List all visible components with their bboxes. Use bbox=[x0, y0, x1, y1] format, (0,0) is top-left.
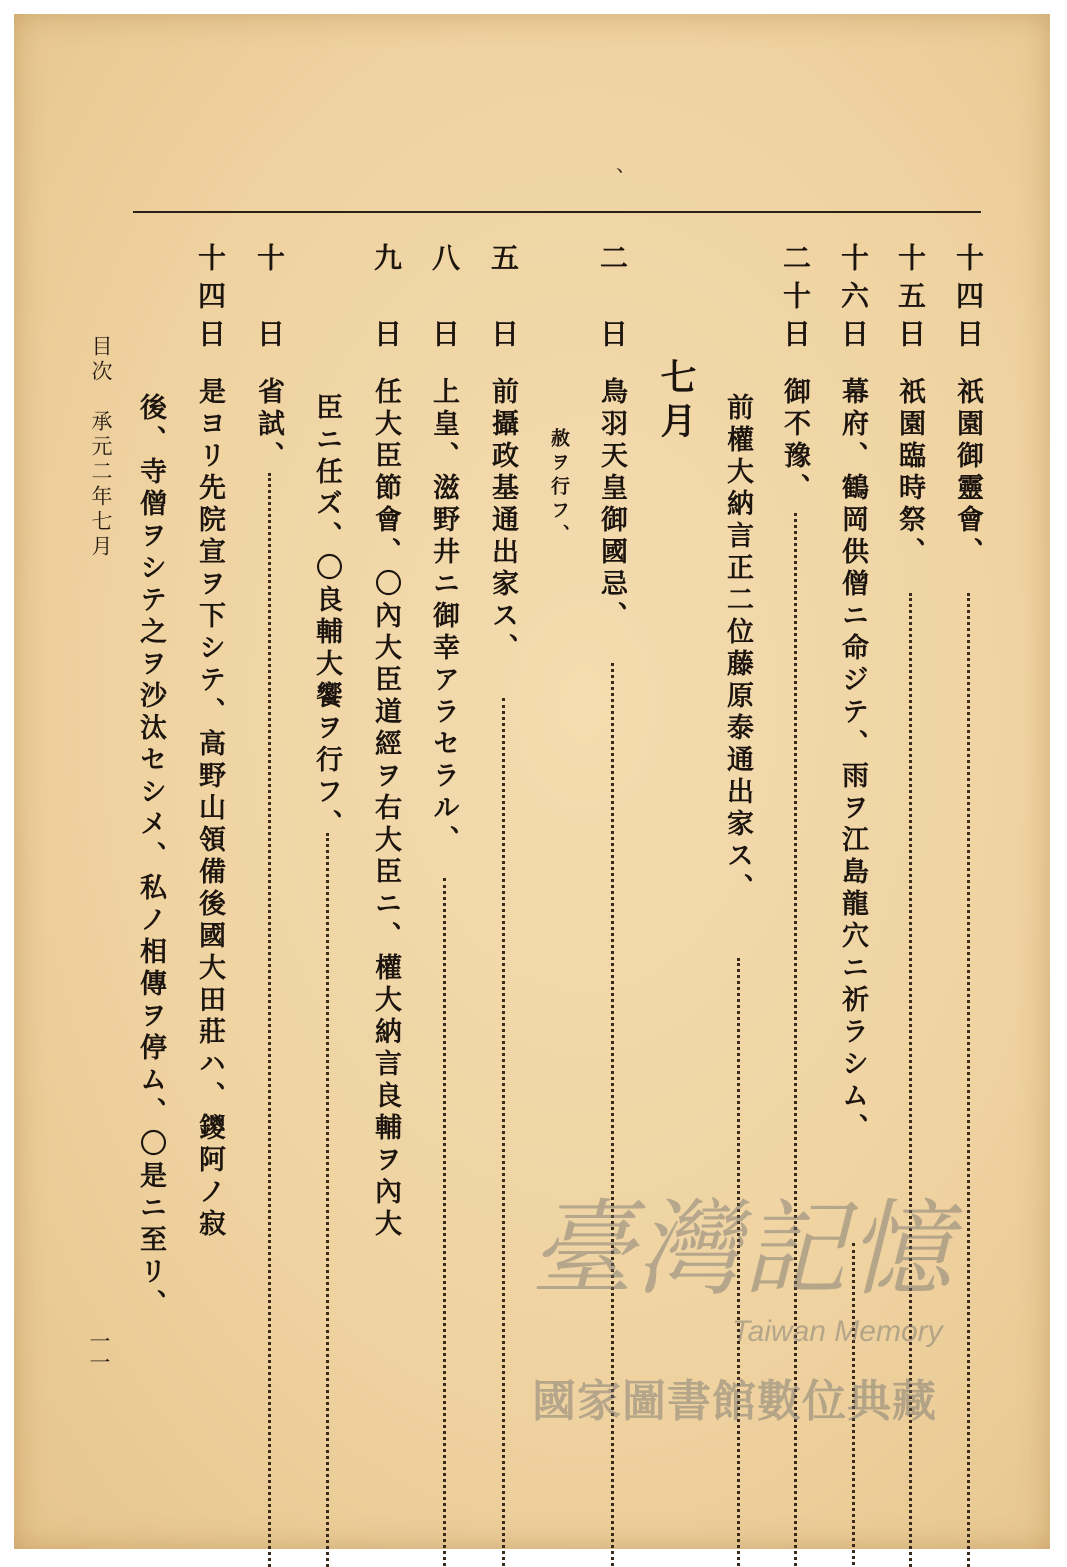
header-rule bbox=[133, 211, 981, 213]
entry-column bbox=[890, 243, 930, 1393]
dot-leader bbox=[794, 513, 797, 1567]
watermark-title: 臺灣記憶 bbox=[529, 1188, 954, 1310]
entry-column bbox=[131, 243, 171, 1393]
entry-text: 前攝政基通出家ス、 bbox=[487, 377, 518, 665]
entry-text: 祇園御靈會、 bbox=[952, 377, 983, 569]
ink-mark: 、 bbox=[616, 152, 636, 176]
entry-text: 臣ニ任ズ、〇良輔大饗ヲ行フ、 bbox=[311, 393, 342, 841]
entry-column bbox=[833, 243, 873, 1393]
dot-leader bbox=[268, 473, 271, 1567]
entry-day: 十日 bbox=[253, 243, 286, 353]
entry-text: 前權大納言正二位藤原泰通出家ス、 bbox=[722, 393, 753, 905]
entry-day: 五日 bbox=[487, 243, 520, 353]
watermark-org: 國家圖書館數位典藏 bbox=[532, 1377, 937, 1426]
entry-text: 任大臣節會、〇內大臣道經ヲ右大臣ニ、權大納言良輔ヲ內大 bbox=[370, 377, 401, 1241]
entry-text: 幕府、鶴岡供僧ニ命ジテ、雨ヲ江島龍穴ニ祈ラシム、 bbox=[837, 377, 868, 1145]
running-footer: 目次 承元二年七月 bbox=[89, 335, 113, 560]
entry-column bbox=[424, 243, 464, 1393]
dot-leader bbox=[443, 878, 446, 1567]
dot-leader bbox=[737, 958, 740, 1567]
entry-column bbox=[483, 243, 523, 1393]
dot-leader bbox=[852, 1243, 855, 1567]
entry-subnote: 赦ヲ行フ、 bbox=[548, 428, 570, 548]
entry-column bbox=[540, 243, 580, 1393]
entry-column bbox=[948, 243, 988, 1393]
dot-leader bbox=[502, 698, 505, 1567]
entry-day: 八日 bbox=[428, 243, 461, 353]
entry-column bbox=[190, 243, 230, 1393]
entry-text: 祇園臨時祭、 bbox=[894, 377, 925, 569]
entry-text: 省試、 bbox=[253, 377, 284, 473]
entry-day: 九日 bbox=[370, 243, 403, 353]
dot-leader bbox=[909, 593, 912, 1567]
entry-column bbox=[307, 243, 347, 1393]
entry-day: 十四日 bbox=[194, 243, 227, 353]
dot-leader bbox=[326, 833, 329, 1567]
entry-day: 二十日 bbox=[779, 243, 812, 353]
watermark-english: Taiwan Memory bbox=[732, 1315, 943, 1348]
entry-day: 二日 bbox=[596, 243, 629, 353]
entry-column bbox=[366, 243, 406, 1393]
dot-leader bbox=[611, 663, 614, 1567]
entry-text: 是ヨリ先院宣ヲ下シテ、高野山領備後國大田莊ハ、鑁阿ノ寂 bbox=[194, 377, 225, 1241]
entry-day: 十六日 bbox=[837, 243, 870, 353]
entry-text: 上皇、滋野井ニ御幸アラセラル、 bbox=[428, 377, 459, 857]
folio-number: 一一 bbox=[87, 1330, 111, 1372]
entry-text: 鳥羽天皇御國忌、 bbox=[596, 377, 627, 633]
entry-column bbox=[249, 243, 289, 1393]
entry-column bbox=[775, 243, 815, 1393]
entry-day: 十四日 bbox=[952, 243, 985, 353]
dot-leader bbox=[967, 593, 970, 1567]
entry-day: 十五日 bbox=[894, 243, 927, 353]
entry-column bbox=[592, 243, 632, 1393]
month-heading: 七月 bbox=[655, 358, 697, 446]
entry-text: 後、寺僧ヲシテ之ヲ沙汰セシメ、私ノ相傳ヲ停ム、〇是ニ至リ、 bbox=[135, 393, 166, 1321]
entry-text: 御不豫、 bbox=[779, 377, 810, 505]
entry-column bbox=[718, 243, 758, 1393]
